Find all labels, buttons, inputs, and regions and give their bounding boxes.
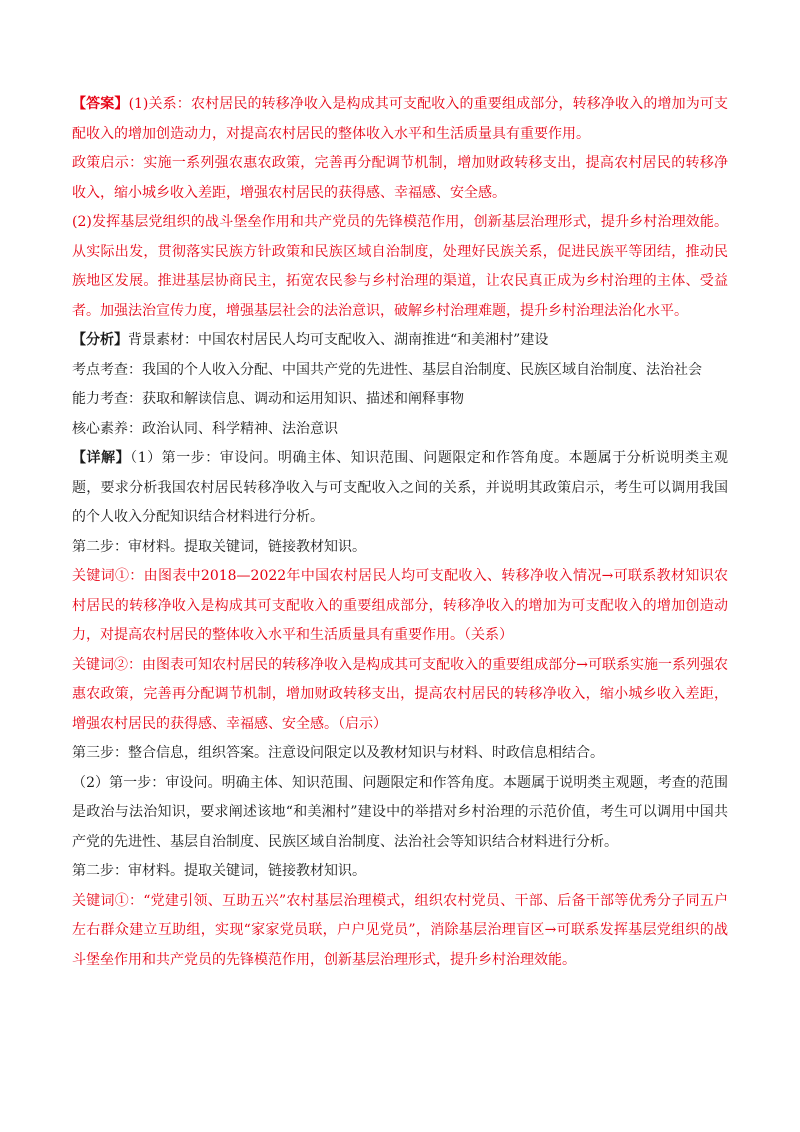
detail-label: 【详解】 [72, 450, 131, 466]
detail-q1-step1-text: （1）第一步：审设问。明确主体、知识范围、问题限定和作答角度。本题属于分析说明类主观题，要求分析我国农村居民转移净收入与可支配收入之间的关系，并说明其政策启示，考生可以调用我国的个人收入分配知识结合材料进行分析。 [72, 450, 729, 525]
answer-part1-policy: 政策启示：实施一系列强农惠农政策，完善再分配调节机制，增加财政转移支出，提高农村居民的转移净收入，缩小城乡收入差距，增强农村居民的获得感、幸福感、安全感。 [72, 155, 728, 201]
analysis-exam-points: 考点考查：我国的个人收入分配、中国共产党的先进性、基层自治制度、民族区域自治制度、法治社会 [72, 361, 702, 378]
answer-part1-relation-text: (1)关系：农村居民的转移净收入是构成其可支配收入的重要组成部分，转移净收入的增加为可支配收入的增加创造动力，对提高农村居民的整体收入水平和生活质量具有重要作用。 [72, 96, 729, 142]
detail-q2-step2: 第二步：审材料。提取关键词，链接教材知识。 [72, 863, 366, 879]
answer-part2: (2)发挥基层党组织的战斗堡垒作用和共产党员的先锋模范作用，创新基层治理形式，提升乡村治理效能。从实际出发，贯彻落实民族方针政策和民族区域自治制度，处理好民族关系，促进民族平等团结，推动民族地区发展。推进基层协商民主，拓宽农民参与乡村治理的渠道，让农民真正成为乡村治理的主体、受益者。加强法治宣传力度，增强基层社会的法治意识，破解乡村治理难题，提升乡村治理法治化水平。 [72, 214, 728, 319]
answer-document [72, 90, 728, 975]
analysis-background [72, 326, 728, 356]
answer-part1-relation [72, 90, 728, 149]
answer-label: 【答案】 [72, 96, 129, 112]
detail-q1-step2: 第二步：审材料。提取关键词，链接教材知识。 [72, 538, 366, 555]
detail-q1-keyword2: 关键词②：由图表可知农村居民的转移净收入是构成其可支配收入的重要组成部分→可联系实施一系列强农惠农政策，完善再分配调节机制，增加财政转移支出，提高农村居民的转移净收入，缩小城乡收入差距，增强农村居民的获得感、幸福感、安全感。（启示） [72, 656, 728, 732]
analysis-label: 【分析】 [72, 332, 128, 348]
analysis-background-text: 背景素材：中国农村居民人均可支配收入、湖南推进“和美湘村”建设 [128, 332, 549, 348]
detail-q1-step3: 第三步：整合信息，组织答案。注意设问限定以及教材知识与材料、时政信息相结合。 [72, 745, 604, 761]
analysis-literacy: 核心素养：政治认同、科学精神、法治意识 [72, 420, 338, 437]
analysis-ability: 能力考查：获取和解读信息、调动和运用知识、描述和阐释事物 [72, 391, 464, 407]
detail-q2-step1: （2）第一步：审设问。明确主体、知识范围、问题限定和作答角度。本题属于说明类主观题，考查的范围是政治与法治知识，要求阐述该地“和美湘村”建设中的举措对乡村治理的示范价值，考生可以调用中国共产党的先进性、基层自治制度、民族区域自治制度、法治社会等知识结合材料进行分析。 [72, 774, 728, 850]
detail-q2-keyword1: 关键词①：“党建引领、互助五兴”农村基层治理模式，组织农村党员、干部、后备干部等优秀分子同五户左右群众建立互助组，实现“家家党员联，户户见党员”，消除基层治理盲区→可联系发挥基层党组织的战斗堡垒作用和共产党员的先锋模范作用，创新基层治理形式，提升乡村治理效能。 [72, 892, 728, 968]
detail-q1-keyword1: 关键词①：由图表中2018—2022年中国农村居民人均可支配收入、转移净收入情况→可联系教材知识农村居民的转移净收入是构成其可支配收入的重要组成部分，转移净收入的增加为可支配收入的增加创造动力，对提高农村居民的整体收入水平和生活质量具有重要作用。（关系） [72, 568, 728, 643]
detail-q1-step1 [72, 444, 728, 533]
